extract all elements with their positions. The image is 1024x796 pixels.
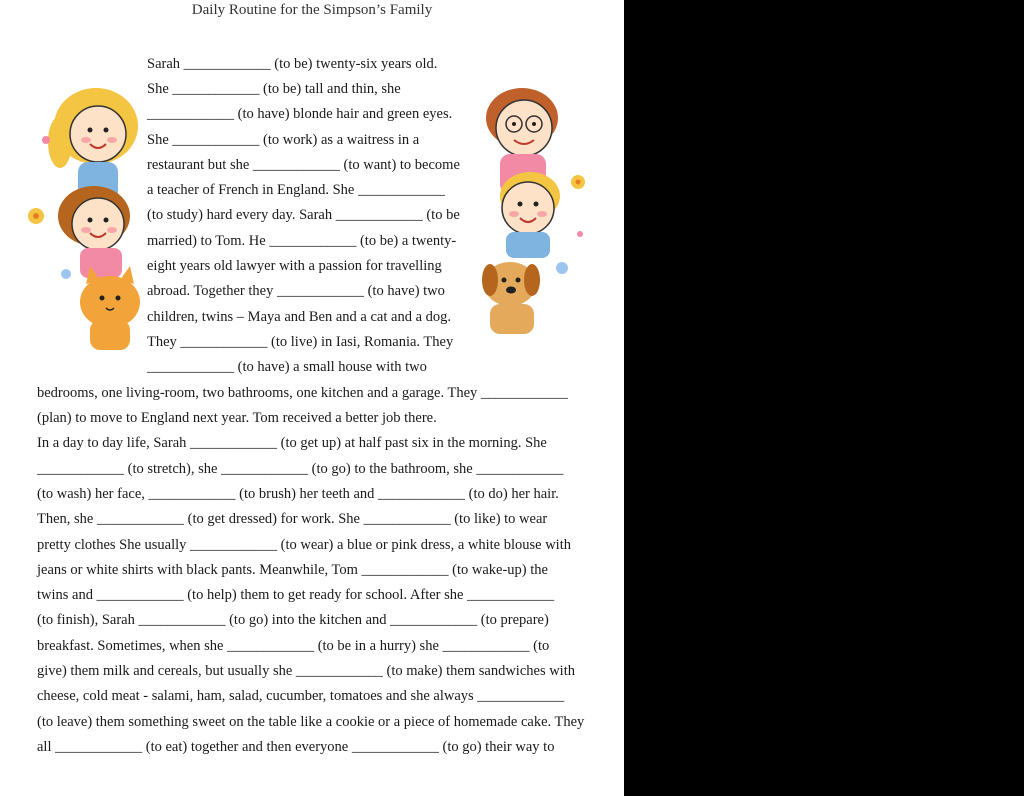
text-line: ____________ (to stretch), she ____________ (to go) to the bathroom, she ____________ [37,461,564,477]
text-line: Then, she ____________ (to get dressed) for work. She ____________ (to like) to wear [37,511,548,527]
text-line: ____________ (to have) blonde hair and green eyes. [147,106,453,122]
text-line: all ____________ (to eat) together and then everyone ____________ (to go) their way to [37,739,555,755]
empty-black-area [624,0,1024,796]
cat-icon [80,266,140,350]
text-line: (to finish), Sarah ____________ (to go) into the kitchen and ____________ (to prepare) [37,612,549,628]
text-line: (to study) hard every day. Sarah ____________ (to be [147,207,460,223]
text-line: bedrooms, one living-room, two bathrooms, one kitchen and a garage. They ____________ [37,385,568,401]
text-line: ____________ (to have) a small house with two [147,359,427,375]
text-line: (to leave) them something sweet on the table like a cookie or a piece of homemade cake. They [37,714,585,730]
text-line: pretty clothes She usually ____________ (to wear) a blue or pink dress, a white blouse with [37,537,571,553]
page-title: Daily Routine for the Simpson’s Family [191,2,433,18]
right-children-illustration [480,84,592,346]
text-line: children, twins – Maya and Ben and a cat and a dog. [147,309,452,325]
text-line: She ____________ (to be) tall and thin, she [147,81,401,97]
text-line: (plan) to move to England next year. Tom received a better job there. [37,410,437,426]
text-line: jeans or white shirts with black pants. Meanwhile, Tom ____________ (to wake-up) the [37,562,548,578]
text-line: twins and ____________ (to help) them to get ready for school. After she ____________ [37,587,555,603]
flower-icon [556,175,585,274]
text-line: In a day to day life, Sarah ____________ (to get up) at half past six in the morning. She [37,435,547,451]
text-line: breakfast. Sometimes, when she ____________ (to be in a hurry) she ____________ (to [37,638,550,654]
text-line: (to wash) her face, ____________ (to brush) her teeth and ____________ (to do) her hair. [37,486,559,502]
text-line: a teacher of French in England. She ____________ [147,182,445,198]
text-line: cheese, cold meat - salami, ham, salad, cucumber, tomatoes and she always ____________ [37,688,565,704]
text-line: married) to Tom. He ____________ (to be) a twenty- [147,233,457,249]
girl-blonde-icon [48,88,138,202]
text-line: restaurant but she ____________ (to want) to become [147,157,460,173]
dog-icon [482,262,540,334]
text-line: abroad. Together they ____________ (to have) two [147,283,445,299]
left-children-illustration [24,84,142,356]
text-line: eight years old lawyer with a passion for travelling [147,258,442,274]
text-line: give) them milk and cereals, but usually she ____________ (to make) them sandwiches with [37,663,575,679]
text-line: She ____________ (to work) as a waitress in a [147,132,420,148]
girl-brunette-icon [58,186,130,278]
text-line: They ____________ (to live) in Iasi, Romania. They [147,334,454,350]
text-line: Sarah ____________ (to be) twenty-six years old. [147,56,438,72]
boy-icon [500,172,560,258]
